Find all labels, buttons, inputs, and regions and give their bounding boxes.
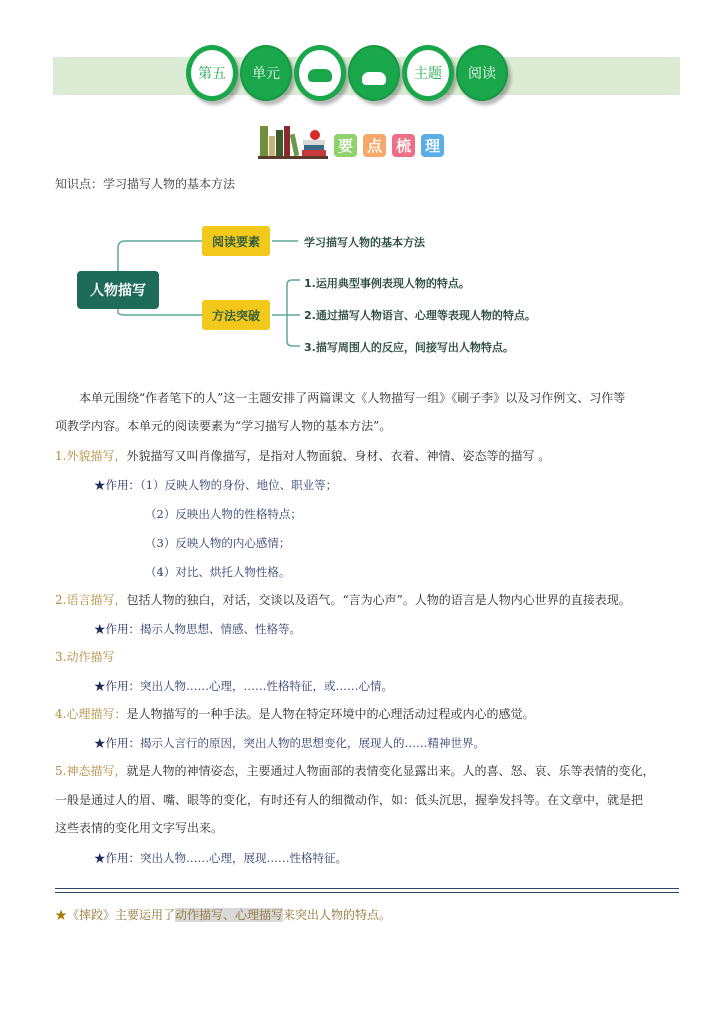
title-tile: 梳 [392, 134, 415, 157]
title-tile: 要 [334, 134, 357, 157]
cloud-icon [308, 69, 332, 82]
circle-text: 主题 [414, 66, 442, 82]
mindmap-branch: 阅读要素 [202, 226, 270, 256]
mindmap-leaf: 3.描写周围人的反应，间接写出人物特点。 [304, 341, 514, 354]
role-line [94, 477, 337, 493]
section-4 [55, 707, 534, 721]
role-item: （3）反映人物的内心感情； [145, 536, 291, 550]
role-label: ★作用： [94, 478, 140, 492]
circle-text: 阅读 [468, 66, 496, 82]
cloud-icon [362, 72, 386, 85]
section-title [258, 126, 444, 159]
section-2 [55, 593, 631, 607]
role-label: ★作用： [94, 851, 140, 865]
role-label: ★作用： [94, 736, 140, 750]
books-icon [258, 126, 328, 159]
unit-title-circles [186, 45, 508, 101]
highlighted-text: 动作描写、心理描写 [175, 908, 284, 922]
intro-line: 本单元围绕“作者笔下的人”这一主题安排了两篇课文《人物描写一组》《刷子李》以及习作例文、习作等 [79, 391, 626, 405]
mindmap-branch: 方法突破 [202, 300, 270, 330]
section-text: 一般是通过人的眉、嘴、眼等的变化，有时还有人的细微动作，如：低头沉思，握拳发抖等。在文章中，就是把 [55, 793, 644, 807]
role-item: （2）反映出人物的性格特点； [145, 507, 302, 521]
section-text: 是人物描写的一种手法。是人物在特定环境中的心理活动过程或内心的感觉。 [126, 707, 535, 721]
circle-label [240, 45, 292, 101]
section-5 [55, 764, 654, 778]
section-heading: 1.外貌描写 [55, 449, 115, 463]
section-text: 就是人物的神情姿态，主要通过人物面部的表情变化显露出来。人的喜、怒、哀、乐等表情的变化， [126, 764, 655, 778]
section-text: 外貌描写又叫肖像描写，是指对人物面貌、身材、衣着、神情、姿态等的描写 。 [126, 449, 551, 463]
footer-note [55, 906, 391, 923]
role-line [94, 621, 301, 637]
circle-label [402, 45, 454, 101]
role-item: 揭示人物思想、情感、性格等。 [140, 622, 301, 636]
heading-sep: ， [114, 593, 127, 607]
title-tile: 点 [363, 134, 386, 157]
role-item: 突出人物……心理，……性格特征，或……心情。 [140, 679, 393, 693]
circle-label [186, 45, 238, 101]
knowledge-point: 知识点：学习描写人物的基本方法 [55, 177, 236, 191]
mindmap-leaf: 2.通过描写人物语言、心理等表现人物的特点。 [304, 309, 536, 322]
section-1 [55, 449, 550, 463]
section-text: 包括人物的独白，对话，交谈以及语气。“言为心声”。人物的语言是人物内心世界的直接表现。 [126, 593, 631, 607]
mindmap-leaf: 1.运用典型事例表现人物的特点。 [304, 277, 470, 290]
mindmap-leaf: 学习描写人物的基本方法 [304, 236, 425, 249]
section-text: 这些表情的变化用文字写出来。 [55, 821, 224, 835]
star-icon: ★ [55, 908, 68, 922]
role-line [94, 735, 485, 751]
divider [55, 888, 679, 893]
role-line [94, 678, 393, 694]
mindmap-root: 人物描写 [77, 271, 159, 309]
section-heading: 4.心理描写 [55, 707, 115, 721]
footer-text: 来突出人物的特点。 [283, 908, 392, 922]
section-heading: 3.动作描写 [55, 650, 115, 664]
footer-text: 《摔跤》主要运用了 [67, 908, 176, 922]
role-item: （4）对比、烘托人物性格。 [145, 565, 291, 579]
intro-line: 项教学内容。本单元的阅读要素为“学习描写人物的基本方法”。 [55, 419, 392, 433]
role-item: 突出人物……心理，展现……性格特征。 [140, 851, 347, 865]
heading-sep: ， [114, 764, 127, 778]
title-tile: 理 [421, 134, 444, 157]
circle-text: 第五 [198, 66, 226, 82]
role-label: ★作用： [94, 679, 140, 693]
section-3 [55, 650, 114, 664]
heading-sep: ， [114, 449, 127, 463]
role-line [94, 850, 347, 866]
section-heading: 5.神态描写 [55, 764, 115, 778]
role-label: ★作用： [94, 622, 140, 636]
cloud-circle [294, 45, 346, 101]
heading-sep: ： [114, 707, 127, 721]
role-item: （1）反映人物的身份、地位、职业等； [140, 478, 338, 492]
section-heading: 2.语言描写 [55, 593, 115, 607]
role-item: 揭示人言行的原因，突出人物的思想变化，展现人的……精神世界。 [140, 736, 485, 750]
cloud-circle [348, 45, 400, 101]
circle-text: 单元 [252, 66, 280, 82]
circle-label [456, 45, 508, 101]
